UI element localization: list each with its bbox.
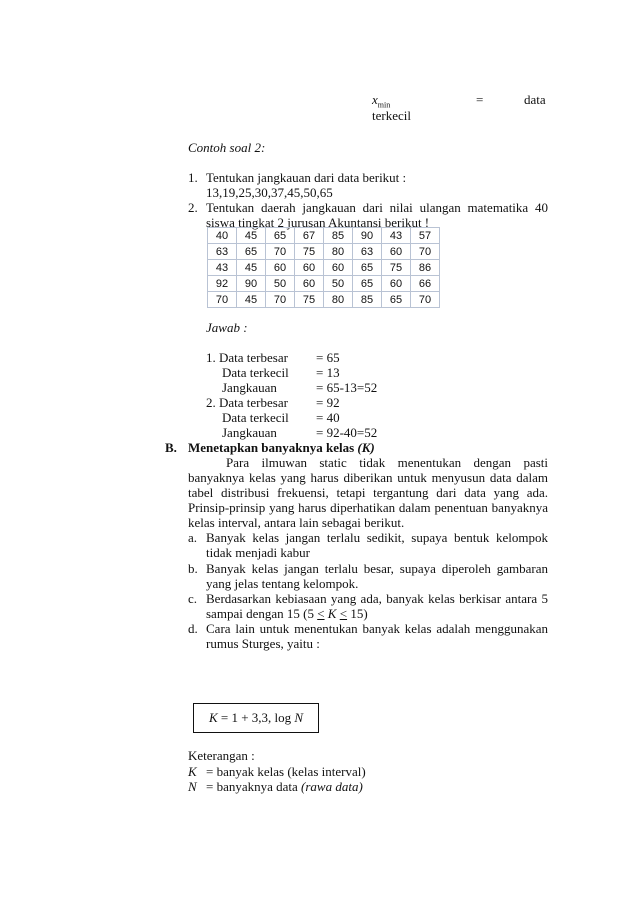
list-c-line2-post: 15) xyxy=(347,606,368,621)
table-cell: 65 xyxy=(353,260,382,276)
answer-heading: Jawab : xyxy=(206,320,248,335)
question-2-line2: siswa tingkat 2 jurusan Akuntansi berikut ! xyxy=(206,215,430,230)
table-cell: 66 xyxy=(411,276,440,292)
keterangan-n-var: N xyxy=(188,779,197,794)
table-cell: 65 xyxy=(237,244,266,260)
score-table xyxy=(207,227,440,308)
table-row xyxy=(208,260,440,276)
min-subscript: min xyxy=(377,100,391,110)
keterangan-n-main: = banyaknya data xyxy=(206,779,302,794)
list-d-line1: Cara lain untuk menentukan banyak kelas adalah menggunakan xyxy=(206,621,548,636)
less-equal-sign: < xyxy=(317,606,325,621)
list-d-letter: d. xyxy=(188,621,198,636)
table-row xyxy=(208,292,440,308)
answer-5-label: Data terkecil xyxy=(222,410,289,425)
table-row xyxy=(208,244,440,260)
definition-value-1: data xyxy=(524,92,546,107)
list-a-line2: tidak menjadi kabur xyxy=(206,545,310,560)
table-cell: 65 xyxy=(266,228,295,244)
paragraph-line-2: banyaknya kelas yang harus diberikan untuk menyusun data dalam xyxy=(188,470,548,485)
table-cell: 65 xyxy=(353,276,382,292)
table-cell: 80 xyxy=(324,292,353,308)
table-cell: 40 xyxy=(208,228,237,244)
answer-3-label: Jangkauan xyxy=(222,380,277,395)
formula-middle: = 1 + 3,3, log xyxy=(217,710,295,725)
table-cell: 70 xyxy=(411,244,440,260)
list-d-line2: rumus Sturges, yaitu : xyxy=(206,636,320,651)
table-cell: 43 xyxy=(382,228,411,244)
table-row xyxy=(208,276,440,292)
answer-4-value: = 92 xyxy=(316,395,340,410)
table-cell: 63 xyxy=(353,244,382,260)
k-variable: K xyxy=(327,606,337,621)
sturges-formula-box xyxy=(193,703,319,733)
section-b-title xyxy=(188,440,375,456)
question-2-line1: Tentukan daerah jangkauan dari nilai ulangan matematika 40 xyxy=(206,200,548,215)
answer-4-label: 2. Data terbesar xyxy=(206,395,288,410)
keterangan-heading: Keterangan : xyxy=(188,748,255,763)
table-cell: 90 xyxy=(353,228,382,244)
table-cell: 70 xyxy=(266,292,295,308)
table-cell: 75 xyxy=(382,260,411,276)
formula-n: N xyxy=(294,710,304,725)
answer-1-label: 1. Data terbesar xyxy=(206,350,288,365)
table-cell: 92 xyxy=(208,276,237,292)
answer-2-label: Data terkecil xyxy=(222,365,289,380)
example-heading: Contoh soal 2: xyxy=(188,140,266,155)
table-cell: 60 xyxy=(295,276,324,292)
equals-sign: = xyxy=(476,92,484,107)
table-cell: 70 xyxy=(266,244,295,260)
section-b-letter: B. xyxy=(165,440,177,455)
table-cell: 45 xyxy=(237,260,266,276)
section-b-title-text: Menetapkan banyaknya kelas xyxy=(188,440,358,455)
table-cell: 50 xyxy=(324,276,353,292)
table-cell: 67 xyxy=(295,228,324,244)
table-cell: 43 xyxy=(208,260,237,276)
table-cell: 75 xyxy=(295,292,324,308)
table-cell: 70 xyxy=(208,292,237,308)
table-cell: 60 xyxy=(382,276,411,292)
answer-5-value: = 40 xyxy=(316,410,340,425)
table-row xyxy=(208,228,440,244)
list-b-line1: Banyak kelas jangan terlalu besar, supaya diperoleh gambaran xyxy=(206,561,548,576)
answer-1-value: = 65 xyxy=(316,350,340,365)
question-1-number: 1. xyxy=(188,170,198,185)
table-cell: 60 xyxy=(382,244,411,260)
question-2-number: 2. xyxy=(188,200,198,215)
list-a-line1: Banyak kelas jangan terlalu sedikit, supaya bentuk kelompok xyxy=(206,530,548,545)
list-b-letter: b. xyxy=(188,561,198,576)
keterangan-k-text: = banyak kelas (kelas interval) xyxy=(206,764,366,779)
table-cell: 45 xyxy=(237,228,266,244)
answer-6-value: = 92-40=52 xyxy=(316,425,378,440)
list-a-letter: a. xyxy=(188,530,198,545)
table-cell: 80 xyxy=(324,244,353,260)
paragraph-line-5: kelas interval, antara lain sebagai berikut. xyxy=(188,515,405,530)
section-b-title-var: (K) xyxy=(357,440,375,455)
table-cell: 65 xyxy=(382,292,411,308)
table-cell: 85 xyxy=(353,292,382,308)
table-cell: 85 xyxy=(324,228,353,244)
table-cell: 86 xyxy=(411,260,440,276)
answer-6-label: Jangkauan xyxy=(222,425,277,440)
list-b-line2: yang jelas tentang kelompok. xyxy=(206,576,359,591)
definition-value-2: terkecil xyxy=(372,108,411,123)
table-cell: 60 xyxy=(324,260,353,276)
answer-2-value: = 13 xyxy=(316,365,340,380)
table-cell: 60 xyxy=(266,260,295,276)
table-cell: 63 xyxy=(208,244,237,260)
table-cell: 90 xyxy=(237,276,266,292)
list-c-letter: c. xyxy=(188,591,198,606)
x-min-symbol xyxy=(372,92,390,110)
list-c-line2 xyxy=(206,606,368,622)
paragraph-line-1: Para ilmuwan static tidak menentukan dengan pasti xyxy=(226,455,548,470)
question-1-line2: 13,19,25,30,37,45,50,65 xyxy=(206,185,333,200)
x-symbol: x xyxy=(372,92,378,107)
answer-3-value: = 65-13=52 xyxy=(316,380,378,395)
formula-k: K xyxy=(208,710,218,725)
table-cell: 57 xyxy=(411,228,440,244)
table-cell: 45 xyxy=(237,292,266,308)
list-c-line2-pre: sampai dengan 15 (5 xyxy=(206,606,318,621)
question-1-line1: Tentukan jangkauan dari data berikut : xyxy=(206,170,407,185)
table-cell: 70 xyxy=(411,292,440,308)
keterangan-n-italic: (rawa data) xyxy=(301,779,363,794)
table-cell: 50 xyxy=(266,276,295,292)
paragraph-line-3: tabel distribusi frekuensi, tetapi tergantung dari data yang ada. xyxy=(188,485,548,500)
less-equal-sign: < xyxy=(339,606,348,621)
list-c-line1: Berdasarkan kebiasaan yang ada, banyak kelas berkisar antara 5 xyxy=(206,591,548,606)
paragraph-line-4: Prinsip-prinsip yang harus diperhatikan dalam penentuan banyaknya xyxy=(188,500,548,515)
table-cell: 75 xyxy=(295,244,324,260)
keterangan-n-text xyxy=(206,779,363,795)
keterangan-k-var: K xyxy=(188,764,197,779)
table-cell: 60 xyxy=(295,260,324,276)
